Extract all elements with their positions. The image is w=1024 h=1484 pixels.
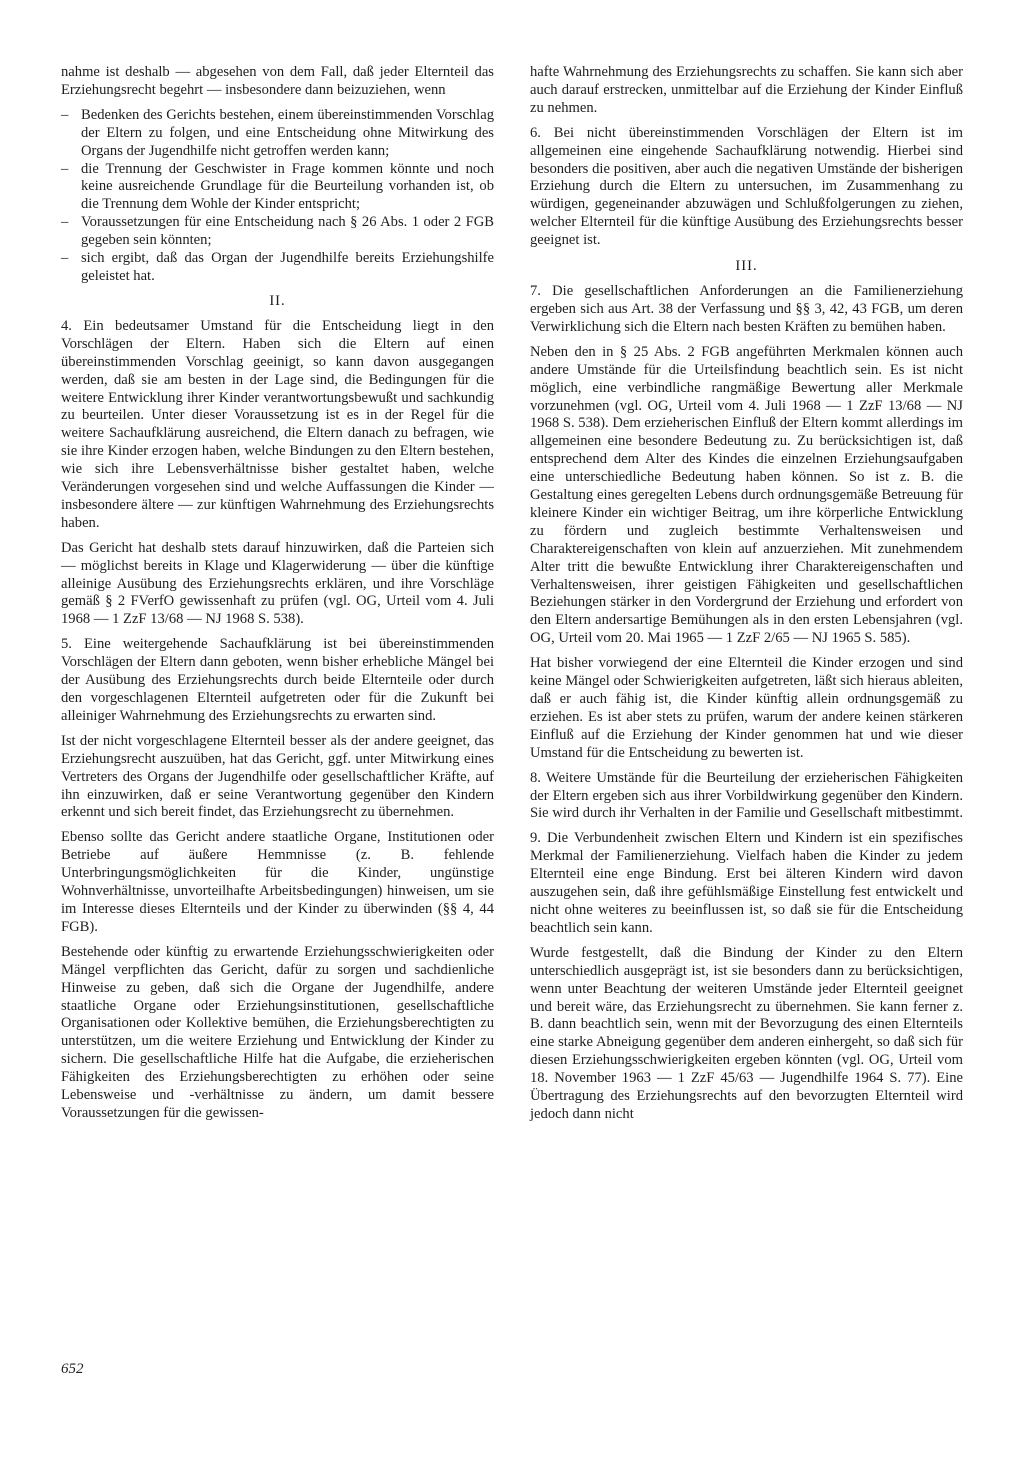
section-heading-iii: III. bbox=[735, 258, 758, 275]
paragraph-7: 7. Die gesellschaftlichen Anforderungen an die Familienerziehung ergeben sich aus Art. 38 der Verfassung und §§ 3, 42, 43 FGB, um deren Verwirklichung sich die Eltern nach besten Kräften zu bemühen haben. bbox=[530, 283, 963, 335]
list-item: – Bedenken des Gerichts bestehen, einem übereinstimmenden Vorschlag der Eltern zu folgen, und eine Entscheidung ohne Mitwirkung des Organs der Jugendhilfe nicht getroffen werden kann; bbox=[61, 107, 494, 161]
paragraph-7b: Neben den in § 25 Abs. 2 FGB angeführten Merkmalen können auch andere Umstände für die Urteilsfindung beachtlich sein. Es ist nicht möglich, eine verbindliche rangmäßige Bewertung aller Merkmale vorzunehmen (vgl. OG, Urteil vom 4. Juli 1968 — 1 ZzF 13/68 — NJ 1968 S. 538). Dem erzieherischen Einfluß der Eltern kommt allerdings im allgemeinen eine besondere Bedeutung zu. Zu berücksichtigen ist, daß entsprechend dem Alter des Kindes die einzelnen Erziehungsaufgaben eine unterschiedliche Bedeutung haben können. So ist z. B. die Gestaltung eines geregelten Lebens durch ordnungsgemäße Betreuung für kleinere Kinder ein wichtiger Beitrag, um ihre körperliche Entwicklung zu fördern und zugleich bestimmte Verhaltensweisen und Charaktereigenschaften von klein auf anzuerziehen. Mit zunehmendem Alter tritt die bewußte Entwicklung ihrer Charaktereigenschaften und Verhaltensweisen, ihrer geistigen Fähigkeiten und gesellschaftlichen Beziehungen stärker in den Vordergrund der Erziehung und erfordert von den Eltern andersartige Bemühungen als in den ersten Lebensjahren (vgl. OG, Urteil vom 20. Mai 1965 — 1 ZzF 2/65 — NJ 1965 S. 585). bbox=[530, 343, 963, 647]
paragraph-continued: hafte Wahrnehmung des Erziehungsrechts zu schaffen. Sie kann sich aber auch darauf erstrecken, unmittelbar auf die Erziehung der Kinder Einfluß zu nehmen. bbox=[530, 64, 963, 116]
page-number: 652 bbox=[61, 1361, 84, 1377]
paragraph-4b: Das Gericht hat deshalb stets darauf hinzuwirken, daß die Parteien sich — möglichst bereits in Klage und Klagerwiderung — über die künftige alleinige Ausübung des Erziehungsrechts erklären, und ihre Vorschläge gemäß § 2 FVerfO gewissenhaft zu prüfen (vgl. OG, Urteil vom 4. Juli 1968 — 1 ZzF 13/68 — NJ 1968 S. 538). bbox=[61, 539, 494, 628]
condition-list bbox=[61, 107, 494, 286]
paragraph-5: 5. Eine weitergehende Sachaufklärung ist bei übereinstimmenden Vorschlägen der Eltern dann geboten, wenn bisher erhebliche Mängel bei der Ausübung des Erziehungsrechts durch beide Elternteile oder durch den vorgeschlagenen Elternteil aufgetreten oder für die Zukunft bei alleiniger Wahrnehmung des Erziehungsrechts zu erwarten sind. bbox=[61, 636, 494, 724]
list-item: – Voraussetzungen für eine Entscheidung nach § 26 Abs. 1 oder 2 FGB gegeben sein könnten; bbox=[61, 214, 494, 250]
paragraph-9b: Wurde festgestellt, daß die Bindung der Kinder zu den Eltern unterschiedlich ausgeprägt ist, ist sie besonders dann zu berücksichtigen, wenn unter Beachtung der weiteren Umstände jeder Elternteil geeignet und bereit wäre, das Erziehungsrecht zu übernehmen. Sie kann ferner z. B. dann beachtlich sein, wenn mit der Bevorzugung des einen Elternteils eine starke Abneigung gegenüber dem anderen einhergeht, so daß sich für diesen Erziehungsschwierigkeiten ergeben könnten (vgl. OG, Urteil vom 18. November 1963 — 1 ZzF 45/63 — Jugendhilfe 1964 S. 77). Eine Übertragung des Erziehungsrechts auf den bevorzugten Elternteil wird jedoch dann nicht bbox=[530, 944, 963, 1122]
section-heading-ii: II. bbox=[269, 292, 286, 309]
paragraph-9: 9. Die Verbundenheit zwischen Eltern und Kindern ist ein spezifisches Merkmal der Familienerziehung. Vielfach haben die Kinder zu jedem Elternteil eine enge Bindung. Erst bei älteren Kindern wird davon auszugehen sein, daß ihre gefühlsmäßige Einstellung fest entwickelt und nicht ohne weiteres zu beeinflussen ist, so daß sie für die Entscheidung beachtlich sein kann. bbox=[530, 830, 963, 936]
paragraph-5c: Ebenso sollte das Gericht andere staatliche Organe, Institutionen oder Betriebe auf äußere Hemmnisse (z. B. fehlende Unterbringungsmöglichkeiten für die Kinder, ungünstige Wohnverhältnisse, unvorteilhafte Arbeitsbedingungen) hinweisen, um sie im Interesse dieses Elternteils und der Kinder zu überwinden (§§ 4, 44 FGB). bbox=[61, 829, 494, 935]
list-item: – die Trennung der Geschwister in Frage kommen könnte und noch keine ausreichende Grundlage für die Beurteilung vorhanden ist, ob die Trennung dem Wohle der Kinder entspricht; bbox=[61, 161, 494, 215]
list-item: – sich ergibt, daß das Organ der Jugendhilfe bereits Erziehungshilfe geleistet hat. bbox=[61, 250, 494, 286]
paragraph-5b: Ist der nicht vorgeschlagene Elternteil besser als der andere geeignet, das Erziehungsrecht auszuüben, hat das Gericht, ggf. unter Mitwirkung eines Vertreters des Organs der Jugendhilfe oder gesellschaftlicher Kräfte, auf ihn einzuwirken, daß er seine Verantwortung gegenüber den Kindern erkennt und sich bereit findet, das Erziehungsrecht zu übernehmen. bbox=[61, 732, 494, 821]
paragraph-6: 6. Bei nicht übereinstimmenden Vorschlägen der Eltern ist im allgemeinen eine eingehende Sachaufklärung notwendig. Hierbei sind besonders die positiven, aber auch die negativen Umstände der bisherigen Erziehung durch die Eltern zu untersuchen, im Zusammenhang zu würdigen, gegeneinander abzuwägen und Schlußfolgerungen zu ziehen, welcher Elternteil für die künftige Ausübung des Erziehungsrechts besser geeignet ist. bbox=[530, 124, 963, 249]
paragraph-4: 4. Ein bedeutsamer Umstand für die Entscheidung liegt in den Vorschlägen der Eltern. Haben sich die Eltern auf einen übereinstimmenden Vorschlag geeinigt, so kann davon ausgegangen werden, daß sie am besten in der Lage sind, die Bedingungen für die weitere Entwicklung ihrer Kinder verantwortungsbewußt und sachkundig zu beurteilen. Unter dieser Voraussetzung ist es in der Regel für die weitere Sachaufklärung ausreichend, die Eltern danach zu befragen, wie sie ihre Kinder erzogen haben, welche Bindungen zu den Eltern bestehen, wie sich ihre Lebensverhältnisse bisher gestaltet haben, welche Veränderungen vorgesehen sind und welche Auffassungen die Kinder — insbesondere ältere — zur künftigen Wahrnehmung des Erziehungsrechts haben. bbox=[61, 317, 494, 531]
left-column bbox=[61, 64, 494, 1123]
paragraph-intro: nahme ist deshalb — abgesehen von dem Fall, daß jeder Elternteil das Erziehungsrecht begehrt — insbesondere dann beizuziehen, wenn bbox=[61, 64, 494, 98]
paragraph-5d: Bestehende oder künftig zu erwartende Erziehungsschwierigkeiten oder Mängel verpflichten das Gericht, dafür zu sorgen und sachdienliche Hinweise zu geben, daß sich die Organe der Jugendhilfe, andere staatliche Organe oder Erziehungsinstitutionen, gesellschaftliche Organisationen oder Kollektive bemühen, die Erziehungsberechtigten zu unterstützen, um die weitere Erziehung und Entwicklung der Kinder zu sichern. Die gesellschaftliche Hilfe hat die Aufgabe, die erzieherischen Fähigkeiten des Erziehungsberechtigten zu erhöhen oder seine Lebensweise und -verhältnisse zu ändern, um damit bessere Voraussetzungen für die gewissen- bbox=[61, 943, 494, 1121]
paragraph-8: 8. Weitere Umstände für die Beurteilung der erzieherischen Fähigkeiten der Eltern ergeben sich aus ihrer Vorbildwirkung gegenüber den Kindern. Sie wird durch ihr Verhalten in der Familie und Gesellschaft mitbestimmt. bbox=[530, 769, 963, 822]
paragraph-7c: Hat bisher vorwiegend der eine Elternteil die Kinder erzogen und sind keine Mängel oder Schwierigkeiten aufgetreten, läßt sich hieraus ableiten, daß er auch fähig ist, die Kinder künftig allein ordnungsgemäß zu erziehen. Es ist aber stets zu prüfen, warum der andere keinen stärkeren Einfluß auf die Erziehung der Kinder genommen hat und wie dieser Umstand für die Entscheidung zu bewerten ist. bbox=[530, 655, 963, 761]
right-column bbox=[530, 64, 963, 1124]
